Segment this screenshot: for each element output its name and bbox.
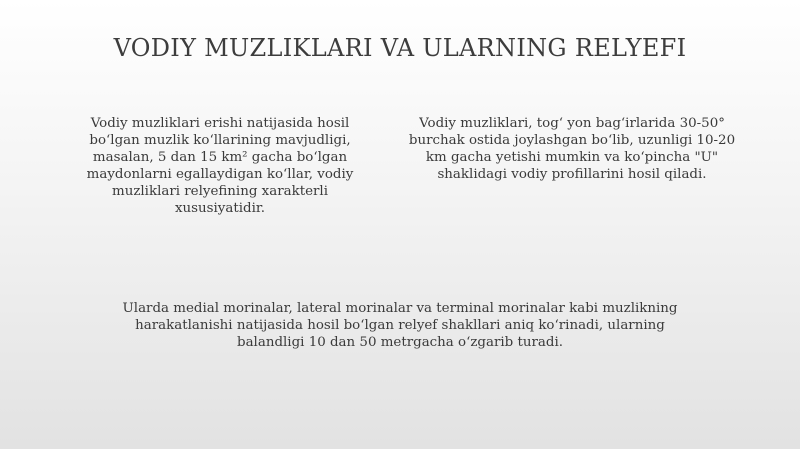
paragraph-bottom: Ularda medial morinalar, lateral morinalar va terminal morinalar kabi muzlikning harakatlanishi natijasida hosil boʻlgan relyef shakllari aniq koʻrinadi, ularning balandligi 10 dan 50 metrgacha oʻzgarib turadi. <box>122 301 678 350</box>
slide-title: VODIY MUZLIKLARI VA ULARNING RELYEFI <box>113 34 687 62</box>
paragraph-right: Vodiy muzliklari, togʻ yon bagʻirlarida 30-50° burchak ostida joylashgan boʻlib, uzunligi 10-20 km gacha yetishi mumkin va koʻpincha "U" shaklidagi vodiy profillarini hosil qiladi. <box>408 116 736 182</box>
paragraph-left: Vodiy muzliklari erishi natijasida hosil boʻlgan muzlik koʻllarining mavjudligi, masalan, 5 dan 15 km² gacha boʻlgan maydonlarni egallaydigan koʻllar, vodiy muzliklari relyefining xarakterli xususiyatidir. <box>86 116 354 216</box>
